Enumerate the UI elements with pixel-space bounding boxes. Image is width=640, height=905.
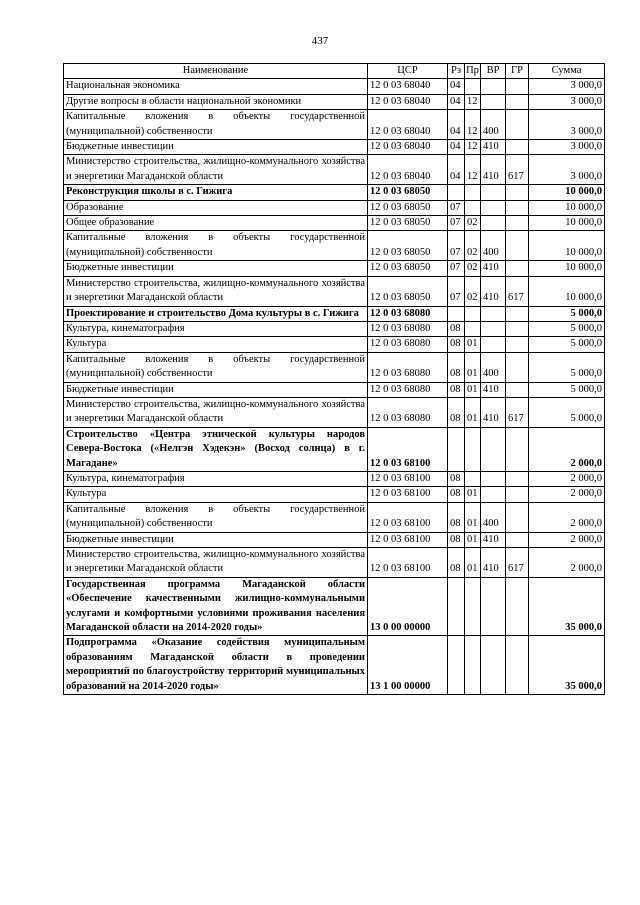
cell-name: Культура	[64, 487, 368, 502]
cell-rz	[448, 306, 465, 321]
cell-pr	[465, 306, 481, 321]
cell-sum: 5 000,0	[529, 306, 605, 321]
cell-name: Государственная программа Магаданской области «Обеспечение качественными жилищно-коммунальными услугами и комфортными условиями проживания населения Магаданской области на 2014-2020 годы»	[64, 577, 368, 636]
cell-pr	[465, 636, 481, 695]
cell-gr	[506, 487, 529, 502]
cell-sum: 2 000,0	[529, 471, 605, 486]
cell-name: Капитальные вложения в объекты государственной (муниципальной) собственности	[64, 352, 368, 382]
cell-name: Капитальные вложения в объекты государственной (муниципальной) собственности	[64, 110, 368, 140]
cell-sum: 5 000,0	[529, 321, 605, 336]
cell-vr	[481, 306, 506, 321]
cell-gr	[506, 231, 529, 261]
cell-rz: 08	[448, 352, 465, 382]
cell-rz	[448, 185, 465, 200]
cell-csr: 12 0 03 68100	[368, 502, 448, 532]
cell-rz: 07	[448, 276, 465, 306]
cell-gr	[506, 577, 529, 636]
cell-pr: 02	[465, 216, 481, 231]
cell-rz: 04	[448, 140, 465, 155]
cell-name: Общее образование	[64, 216, 368, 231]
cell-vr: 400	[481, 110, 506, 140]
table-row	[64, 636, 605, 695]
cell-rz: 07	[448, 200, 465, 215]
table-row	[64, 321, 605, 336]
header-pr: Пр	[465, 64, 481, 79]
cell-vr: 400	[481, 352, 506, 382]
table-row	[64, 276, 605, 306]
table-header	[64, 64, 605, 79]
table-row	[64, 185, 605, 200]
cell-sum: 5 000,0	[529, 382, 605, 397]
header-sum: Сумма	[529, 64, 605, 79]
cell-vr	[481, 636, 506, 695]
cell-sum: 2 000,0	[529, 487, 605, 502]
cell-vr: 410	[481, 155, 506, 185]
table-row	[64, 382, 605, 397]
cell-csr: 12 0 03 68080	[368, 337, 448, 352]
cell-rz: 08	[448, 548, 465, 578]
cell-vr	[481, 321, 506, 336]
cell-name: Культура, кинематография	[64, 471, 368, 486]
cell-vr: 410	[481, 261, 506, 276]
table-row	[64, 231, 605, 261]
page-number: 437	[311, 35, 329, 47]
table-row	[64, 306, 605, 321]
cell-pr: 01	[465, 502, 481, 532]
cell-csr: 12 0 03 68040	[368, 79, 448, 94]
cell-gr	[506, 200, 529, 215]
table-row	[64, 577, 605, 636]
cell-csr: 12 0 03 68050	[368, 231, 448, 261]
cell-vr: 410	[481, 397, 506, 427]
cell-sum: 3 000,0	[529, 140, 605, 155]
cell-pr: 12	[465, 155, 481, 185]
table-row	[64, 155, 605, 185]
cell-gr	[506, 471, 529, 486]
cell-pr: 12	[465, 94, 481, 109]
cell-pr: 02	[465, 276, 481, 306]
cell-rz	[448, 577, 465, 636]
table-row	[64, 200, 605, 215]
cell-gr	[506, 94, 529, 109]
cell-vr: 410	[481, 548, 506, 578]
cell-csr: 12 0 03 68040	[368, 110, 448, 140]
cell-rz	[448, 427, 465, 471]
cell-sum: 5 000,0	[529, 337, 605, 352]
cell-gr	[506, 427, 529, 471]
cell-sum: 3 000,0	[529, 110, 605, 140]
cell-rz: 07	[448, 261, 465, 276]
cell-name: Министерство строительства, жилищно-коммунального хозяйства и энергетики Магаданской области	[64, 397, 368, 427]
table-row	[64, 110, 605, 140]
cell-name: Капитальные вложения в объекты государственной (муниципальной) собственности	[64, 502, 368, 532]
table-row	[64, 140, 605, 155]
cell-rz: 07	[448, 216, 465, 231]
cell-vr	[481, 200, 506, 215]
cell-rz: 08	[448, 471, 465, 486]
header-name: Наименование	[64, 64, 368, 79]
cell-pr: 01	[465, 397, 481, 427]
cell-gr: 617	[506, 397, 529, 427]
cell-csr: 12 0 03 68050	[368, 276, 448, 306]
cell-sum: 10 000,0	[529, 185, 605, 200]
cell-rz: 07	[448, 231, 465, 261]
cell-pr: 12	[465, 110, 481, 140]
cell-name: Другие вопросы в области национальной экономики	[64, 94, 368, 109]
cell-pr: 01	[465, 487, 481, 502]
cell-name: Бюджетные инвестиции	[64, 140, 368, 155]
cell-name: Министерство строительства, жилищно-коммунального хозяйства и энергетики Магаданской области	[64, 276, 368, 306]
cell-sum: 35 000,0	[529, 577, 605, 636]
cell-gr	[506, 532, 529, 547]
cell-name: Бюджетные инвестиции	[64, 261, 368, 276]
cell-sum: 5 000,0	[529, 352, 605, 382]
cell-rz: 04	[448, 94, 465, 109]
cell-rz: 08	[448, 487, 465, 502]
cell-csr: 12 0 03 68080	[368, 397, 448, 427]
cell-rz	[448, 636, 465, 695]
cell-gr	[506, 337, 529, 352]
table-row	[64, 532, 605, 547]
cell-name: Проектирование и строительство Дома культуры в с. Гижига	[64, 306, 368, 321]
cell-gr	[506, 185, 529, 200]
cell-rz: 08	[448, 337, 465, 352]
cell-csr: 12 0 03 68100	[368, 548, 448, 578]
cell-pr	[465, 79, 481, 94]
cell-vr	[481, 427, 506, 471]
cell-sum: 2 000,0	[529, 548, 605, 578]
cell-gr	[506, 636, 529, 695]
cell-sum: 10 000,0	[529, 231, 605, 261]
cell-sum: 10 000,0	[529, 200, 605, 215]
cell-gr: 617	[506, 155, 529, 185]
table-row	[64, 216, 605, 231]
cell-rz: 04	[448, 110, 465, 140]
cell-csr: 12 0 03 68040	[368, 140, 448, 155]
cell-vr: 410	[481, 382, 506, 397]
cell-csr: 12 0 03 68040	[368, 155, 448, 185]
cell-vr	[481, 577, 506, 636]
cell-pr: 02	[465, 261, 481, 276]
cell-name: Министерство строительства, жилищно-коммунального хозяйства и энергетики Магаданской области	[64, 155, 368, 185]
cell-vr: 410	[481, 532, 506, 547]
cell-gr	[506, 140, 529, 155]
cell-name: Бюджетные инвестиции	[64, 382, 368, 397]
table-row	[64, 502, 605, 532]
cell-name: Образование	[64, 200, 368, 215]
cell-gr	[506, 382, 529, 397]
cell-gr	[506, 352, 529, 382]
cell-pr: 01	[465, 548, 481, 578]
table-row	[64, 94, 605, 109]
cell-csr: 12 0 03 68050	[368, 216, 448, 231]
cell-pr: 01	[465, 532, 481, 547]
cell-pr	[465, 427, 481, 471]
cell-vr: 400	[481, 231, 506, 261]
cell-csr: 12 0 03 68080	[368, 382, 448, 397]
cell-sum: 10 000,0	[529, 216, 605, 231]
cell-csr: 12 0 03 68050	[368, 185, 448, 200]
cell-sum: 3 000,0	[529, 79, 605, 94]
cell-gr: 617	[506, 548, 529, 578]
header-csr: ЦСР	[368, 64, 448, 79]
cell-sum: 10 000,0	[529, 261, 605, 276]
cell-sum: 2 000,0	[529, 427, 605, 471]
table-row	[64, 337, 605, 352]
table-row	[64, 427, 605, 471]
cell-vr	[481, 94, 506, 109]
cell-sum: 2 000,0	[529, 502, 605, 532]
cell-sum: 3 000,0	[529, 94, 605, 109]
cell-csr: 12 0 03 68100	[368, 471, 448, 486]
cell-sum: 3 000,0	[529, 155, 605, 185]
cell-rz: 08	[448, 397, 465, 427]
cell-csr: 12 0 03 68100	[368, 532, 448, 547]
cell-csr: 13 0 00 00000	[368, 577, 448, 636]
budget-table	[63, 63, 605, 695]
cell-name: Министерство строительства, жилищно-коммунального хозяйства и энергетики Магаданской области	[64, 548, 368, 578]
cell-pr	[465, 577, 481, 636]
cell-vr: 410	[481, 276, 506, 306]
cell-pr	[465, 185, 481, 200]
cell-csr: 12 0 03 68100	[368, 427, 448, 471]
cell-rz: 04	[448, 155, 465, 185]
table-row	[64, 352, 605, 382]
cell-vr	[481, 79, 506, 94]
cell-gr	[506, 79, 529, 94]
table-row	[64, 548, 605, 578]
table-row	[64, 79, 605, 94]
cell-csr: 12 0 03 68080	[368, 352, 448, 382]
cell-rz: 08	[448, 532, 465, 547]
cell-csr: 12 0 03 68050	[368, 261, 448, 276]
cell-gr	[506, 321, 529, 336]
header-row	[64, 64, 605, 79]
cell-vr	[481, 337, 506, 352]
cell-rz: 08	[448, 321, 465, 336]
cell-vr	[481, 471, 506, 486]
cell-name: Реконструкция школы в с. Гижига	[64, 185, 368, 200]
cell-rz: 04	[448, 79, 465, 94]
cell-pr	[465, 321, 481, 336]
cell-sum: 10 000,0	[529, 276, 605, 306]
cell-vr	[481, 487, 506, 502]
cell-vr: 410	[481, 140, 506, 155]
cell-csr: 12 0 03 68080	[368, 306, 448, 321]
cell-pr: 01	[465, 337, 481, 352]
cell-csr: 12 0 03 68100	[368, 487, 448, 502]
cell-name: Культура	[64, 337, 368, 352]
cell-pr	[465, 200, 481, 215]
cell-gr	[506, 261, 529, 276]
cell-rz: 08	[448, 502, 465, 532]
cell-csr: 12 0 03 68040	[368, 94, 448, 109]
header-rz: Рз	[448, 64, 465, 79]
cell-csr: 13 1 00 00000	[368, 636, 448, 695]
cell-gr	[506, 110, 529, 140]
cell-sum: 5 000,0	[529, 397, 605, 427]
cell-pr: 01	[465, 352, 481, 382]
table-row	[64, 487, 605, 502]
cell-gr	[506, 502, 529, 532]
cell-gr	[506, 306, 529, 321]
table-row	[64, 261, 605, 276]
cell-name: Капитальные вложения в объекты государственной (муниципальной) собственности	[64, 231, 368, 261]
cell-rz: 08	[448, 382, 465, 397]
cell-name: Культура, кинематография	[64, 321, 368, 336]
cell-vr: 400	[481, 502, 506, 532]
cell-csr: 12 0 03 68080	[368, 321, 448, 336]
cell-pr: 02	[465, 231, 481, 261]
cell-pr	[465, 471, 481, 486]
cell-sum: 35 000,0	[529, 636, 605, 695]
table-row	[64, 471, 605, 486]
header-gr: ГР	[506, 64, 529, 79]
cell-name: Подпрограмма «Оказание содействия муниципальным образованиям Магаданской области в проведении мероприятий по благоустройству территорий муниципальных образований на 2014-2020 годы»	[64, 636, 368, 695]
cell-vr	[481, 216, 506, 231]
cell-name: Бюджетные инвестиции	[64, 532, 368, 547]
cell-gr	[506, 216, 529, 231]
cell-name: Национальная экономика	[64, 79, 368, 94]
header-vr: ВР	[481, 64, 506, 79]
cell-pr: 12	[465, 140, 481, 155]
cell-pr: 01	[465, 382, 481, 397]
cell-csr: 12 0 03 68050	[368, 200, 448, 215]
table-body	[64, 79, 605, 695]
cell-vr	[481, 185, 506, 200]
table-row	[64, 397, 605, 427]
cell-sum: 2 000,0	[529, 532, 605, 547]
cell-gr: 617	[506, 276, 529, 306]
cell-name: Строительство «Центра этнической культуры народов Севера-Востока («Нелгэн Хэдекэн» (Восход солнца) в г. Магадане»	[64, 427, 368, 471]
